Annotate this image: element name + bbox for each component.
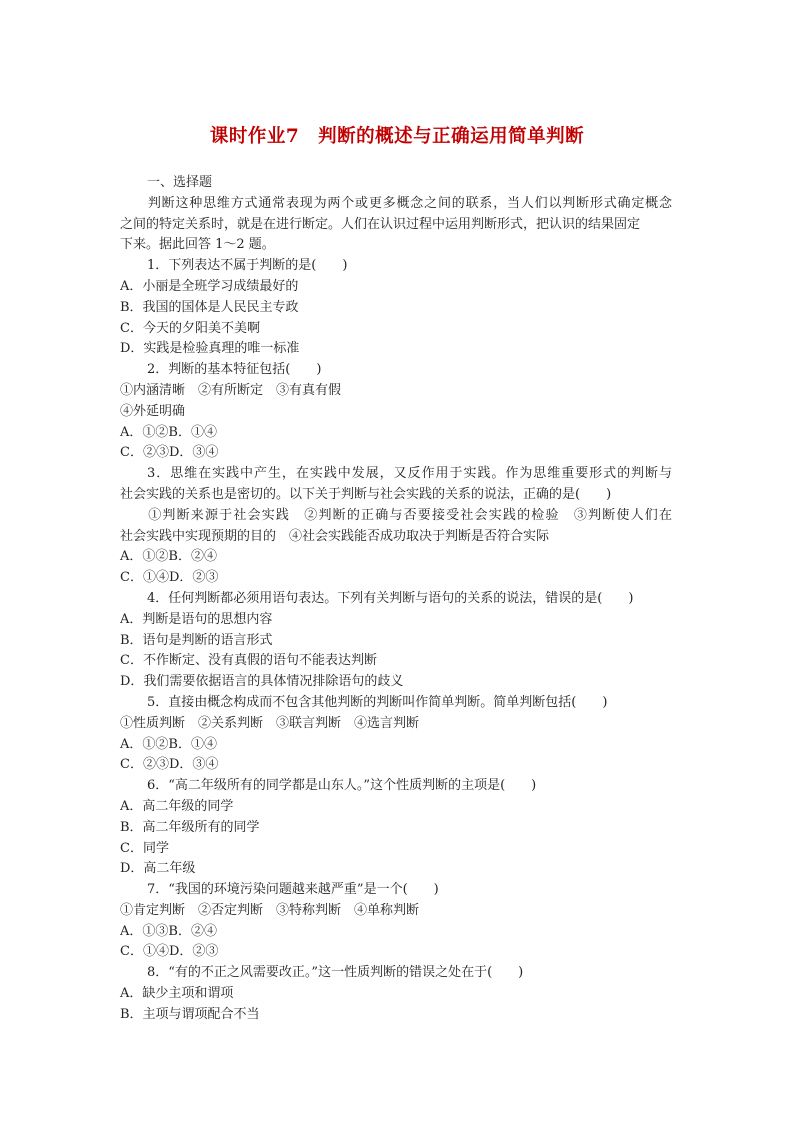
intro-line: 下来。据此回答 1～2 题。 xyxy=(120,237,275,253)
option: D．高二年级 xyxy=(120,861,196,877)
option: B．主项与谓项配合不当 xyxy=(120,1006,260,1022)
option: A．判断是语句的思想内容 xyxy=(120,611,273,627)
question-stem: 社会实践的关系也是密切的。以下关于判断与社会实践的关系的说法，正确的是( ) xyxy=(120,486,612,502)
question-stem: 3．思维在实践中产生，在实践中发展，又反作用于实践。作为思维重要形式的判断与 xyxy=(147,466,672,482)
statement-list: ①性质判断 ②关系判断 ③联言判断 ④选言判断 xyxy=(120,715,420,731)
question-stem: 2．判断的基本特征包括( ) xyxy=(147,362,322,378)
option: D．实践是检验真理的唯一标准 xyxy=(120,341,300,357)
statement-list: ①内涵清晰 ②有所断定 ③有真有假 xyxy=(120,382,342,398)
statement-list: ①肯定判断 ②否定判断 ③特称判断 ④单称判断 xyxy=(120,902,420,918)
option: C．不作断定、没有真假的语句不能表达判断 xyxy=(120,653,377,669)
statement-list: ①判断来源于社会实践 ②判断的正确与否要接受社会实践的检验 ③判断使人们在 xyxy=(147,507,672,523)
question-stem: 1．下列表达不属于判断的是( ) xyxy=(147,258,348,274)
question-stem: 4．任何判断都必须用语句表达。下列有关判断与语句的关系的说法，错误的是( ) xyxy=(147,590,634,606)
page-title: 课时作业7 判断的概述与正确运用简单判断 xyxy=(209,126,585,147)
option: C．同学 xyxy=(120,840,169,856)
question-stem: 5．直接由概念构成而不包含其他判断的判断叫作简单判断。简单判断包括( ) xyxy=(147,694,608,710)
section-heading: 一、选择题 xyxy=(147,175,213,190)
statement-list: 社会实践中实现预期的目的 ④社会实践能否成功取决于判断是否符合实际 xyxy=(120,528,550,544)
option: C．今天的夕阳美不美啊 xyxy=(120,320,260,336)
intro-line: 之间的特定关系时，就是在进行断定。人们在认识过程中运用判断形式，把认识的结果固定 xyxy=(120,216,641,232)
option: A．①②B．②④ xyxy=(120,549,217,565)
question-stem: 6．“高二年级所有的同学都是山东人。”这个性质判断的主项是( ) xyxy=(147,778,537,794)
option: C．①④D．②③ xyxy=(120,570,219,586)
option: B．语句是判断的语言形式 xyxy=(120,632,273,648)
option: A．高二年级的同学 xyxy=(120,798,234,814)
option: A．①③B．②④ xyxy=(120,923,217,939)
question-stem: 7．“我国的环境污染问题越来越严重”是一个( ) xyxy=(147,882,439,898)
option: C．②③D．③④ xyxy=(120,757,219,773)
option: C．②③D．③④ xyxy=(120,445,219,461)
option: C．①④D．②③ xyxy=(120,944,219,960)
option: A．缺少主项和谓项 xyxy=(120,986,234,1002)
option: A．①②B．①④ xyxy=(120,736,217,752)
intro-line: 判断这种思维方式通常表现为两个或更多概念之间的联系，当人们以判断形式确定概念 xyxy=(147,195,672,211)
option: A．①②B．①④ xyxy=(120,424,217,440)
option: A．小丽是全班学习成绩最好的 xyxy=(120,278,299,294)
question-stem: 8．“有的不正之风需要改正。”这一性质判断的错误之处在于( ) xyxy=(147,965,524,981)
option: B．高二年级所有的同学 xyxy=(120,819,260,835)
option: D．我们需要依据语言的具体情况排除语句的歧义 xyxy=(120,674,404,690)
statement-list: ④外延明确 xyxy=(120,403,186,419)
option: B．我国的国体是人民民主专政 xyxy=(120,299,299,315)
document-body xyxy=(0,173,794,1026)
